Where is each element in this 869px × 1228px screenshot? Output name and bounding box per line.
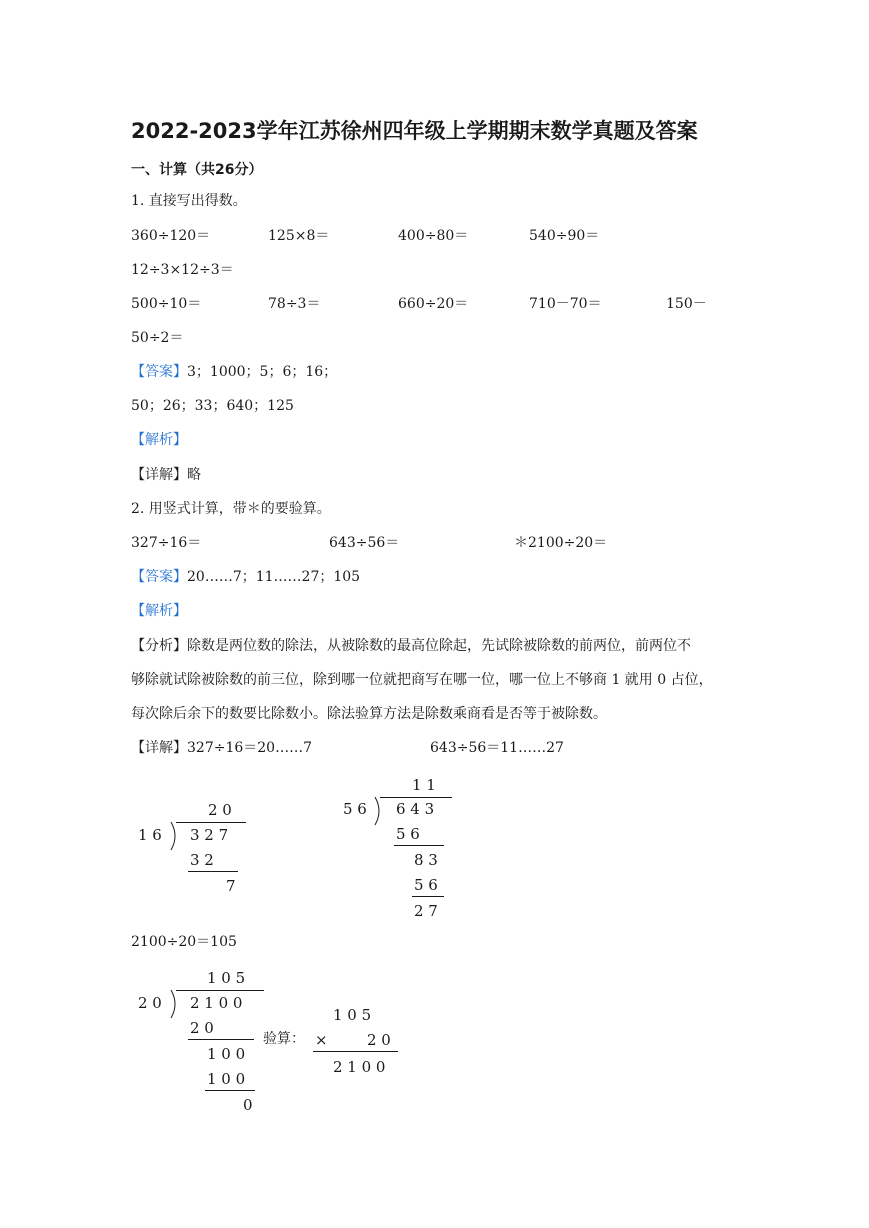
q1-answer-continued: 50；26；33；640；125 (131, 398, 294, 414)
subtract-step: 3 2 (190, 851, 214, 869)
divisor: 1 6 (138, 826, 162, 844)
answer-tag: 【答案】 (131, 364, 187, 380)
q1-item: 540÷90＝ (529, 228, 600, 244)
remainder: 7 (226, 877, 236, 895)
question-1-label: 1. 直接写出得数。 (131, 193, 247, 209)
answer-tag: 【答案】 (131, 569, 187, 585)
q1-item: 400÷80＝ (398, 228, 469, 244)
q2-analysis-line (131, 637, 691, 655)
division-bracket (374, 797, 384, 827)
q1-item: 660÷20＝ (398, 296, 469, 312)
analysis-text: 除数是两位数的除法，从被除数的最高位除起，先试除被除数的前两位，前两位不 (187, 638, 691, 654)
q1-item: 360÷120＝ (131, 228, 211, 244)
q2-analysis-tag: 【解析】 (131, 603, 187, 619)
question-2-label: 2. 用竖式计算，带＊的要验算。 (131, 501, 331, 517)
detail-text: 略 (187, 467, 201, 483)
subtract-step: 1 0 0 (207, 1070, 246, 1088)
q1-item: 78÷3＝ (268, 296, 321, 312)
subtract-step: 2 0 (190, 1019, 214, 1037)
division-bracket (170, 822, 180, 852)
detail-tag: 【详解】 (131, 467, 187, 483)
analysis-label: 【分析】 (131, 638, 187, 654)
check-label: 验算： (263, 1031, 305, 1047)
q1-item: 125×8＝ (268, 228, 330, 244)
detail-text: 327÷16＝20……7 (187, 740, 312, 756)
q2-problem: 327÷16＝ (131, 535, 202, 551)
step-line (188, 871, 238, 872)
division-bar (176, 990, 264, 991)
q1-item: 50÷2＝ (131, 330, 184, 346)
q1-item: 12÷3×12÷3＝ (131, 262, 234, 278)
step-line (205, 1090, 255, 1091)
detail-tag: 【详解】 (131, 740, 187, 756)
q2-problem: 643÷56＝ (329, 535, 400, 551)
division-bracket (170, 990, 180, 1020)
q1-answer (131, 363, 337, 381)
quotient: 1 1 (412, 776, 436, 794)
step-line (394, 845, 444, 846)
q1-item: 500÷10＝ (131, 296, 202, 312)
answer-text: 3；1000；5；6；16； (187, 364, 338, 380)
q2-problem: ＊2100÷20＝ (514, 535, 608, 551)
subtract-step: 5 6 (396, 825, 420, 843)
q1-detail (131, 466, 201, 484)
q1-analysis-tag: 【解析】 (131, 432, 187, 448)
divisor: 2 0 (138, 994, 162, 1012)
quotient: 1 0 5 (207, 969, 246, 987)
multiplicand: 1 0 5 (333, 1006, 372, 1024)
partial-dividend: 1 0 0 (207, 1045, 246, 1063)
partial-dividend: 8 3 (414, 851, 438, 869)
product: 2 1 0 0 (333, 1058, 386, 1076)
divisor: 5 6 (343, 800, 367, 818)
subtract-step: 5 6 (414, 876, 438, 894)
q2-detail-eq: 643÷56＝11……27 (430, 740, 564, 756)
remainder: 2 7 (414, 902, 438, 920)
page-title: 2022-2023学年江苏徐州四年级上学期期末数学真题及答案 (131, 119, 698, 143)
division-bar (176, 822, 246, 823)
step-line (188, 1039, 254, 1040)
answer-text: 20……7；11……27；105 (187, 569, 361, 585)
dividend: 3 2 7 (190, 826, 229, 844)
q1-item: 150－ (666, 296, 707, 312)
section-heading: 一、计算（共26分） (131, 162, 263, 178)
q2-detail-eq: 2100÷20＝105 (131, 934, 237, 950)
dividend: 2 1 0 0 (190, 994, 243, 1012)
q2-detail (131, 739, 312, 757)
q2-answer (131, 568, 360, 586)
q2-analysis-line: 每次除后余下的数要比除数小。除法验算方法是除数乘商看是否等于被除数。 (131, 706, 607, 722)
quotient: 2 0 (208, 801, 232, 819)
q2-analysis-line: 够除就试除被除数的前三位，除到哪一位就把商写在哪一位，哪一位上不够商 1 就用 0 占位， (131, 672, 713, 688)
dividend: 6 4 3 (396, 800, 435, 818)
step-line (412, 896, 444, 897)
division-bar (380, 797, 452, 798)
q1-item: 710－70＝ (529, 296, 602, 312)
multiplier: 2 0 (367, 1031, 391, 1049)
product-line (313, 1051, 398, 1052)
times-sign: × (315, 1031, 328, 1049)
remainder: 0 (243, 1096, 253, 1114)
